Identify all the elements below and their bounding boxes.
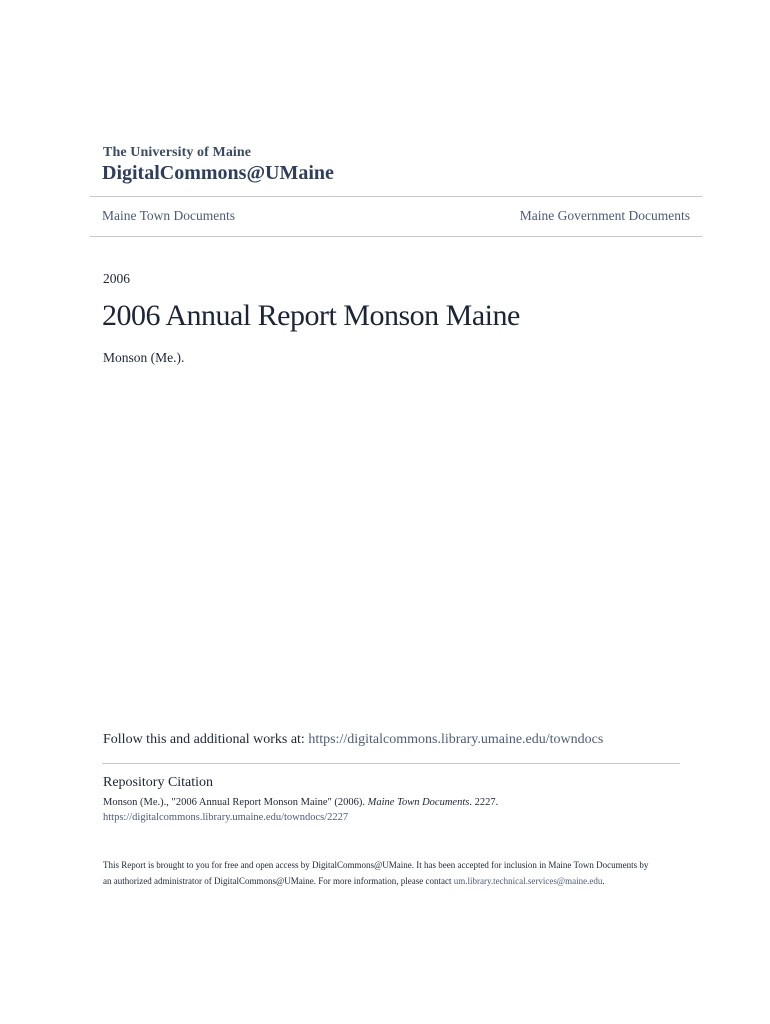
document-author: Monson (Me.). [103,350,185,365]
citation-url-link[interactable]: https://digitalcommons.library.umaine.edu/towndocs/2227 [103,812,349,823]
notice-line-1: This Report is brought to you for free and open access by DigitalCommons@UMaine. It has been accepted for inclusion in Maine Town Documents by [103,860,649,870]
nav-link-maine-government-documents[interactable]: Maine Government Documents [519,208,690,223]
notice-line-2: an authorized administrator of DigitalCommons@UMaine. For more information, please contact [103,876,454,886]
university-name: The University of Maine [103,145,252,160]
follow-prefix: Follow this and additional works at: [103,732,309,747]
citation-series: Maine Town Documents [367,797,470,808]
follow-line [103,732,603,748]
header-divider-top [90,196,702,197]
citation-heading: Repository Citation [103,775,214,790]
citation-divider [102,763,680,764]
citation-text [103,795,498,825]
citation-text-after: . 2227. [469,797,499,808]
towndocs-link[interactable]: https://digitalcommons.library.umaine.edu/towndocs [308,732,604,747]
contact-email-link[interactable]: um.library.technical.services@maine.edu [453,876,603,886]
document-year: 2006 [103,271,130,286]
nav-link-maine-town-documents[interactable]: Maine Town Documents [102,208,236,223]
repository-logo-text[interactable]: DigitalCommons@UMaine [102,162,334,184]
citation-text-before: Monson (Me.)., "2006 Annual Report Monson Maine" (2006). [103,797,368,808]
header-divider-bottom [90,236,702,237]
access-notice [103,857,648,889]
document-title: 2006 Annual Report Monson Maine [102,299,520,332]
notice-line-2-end: . [602,876,605,886]
